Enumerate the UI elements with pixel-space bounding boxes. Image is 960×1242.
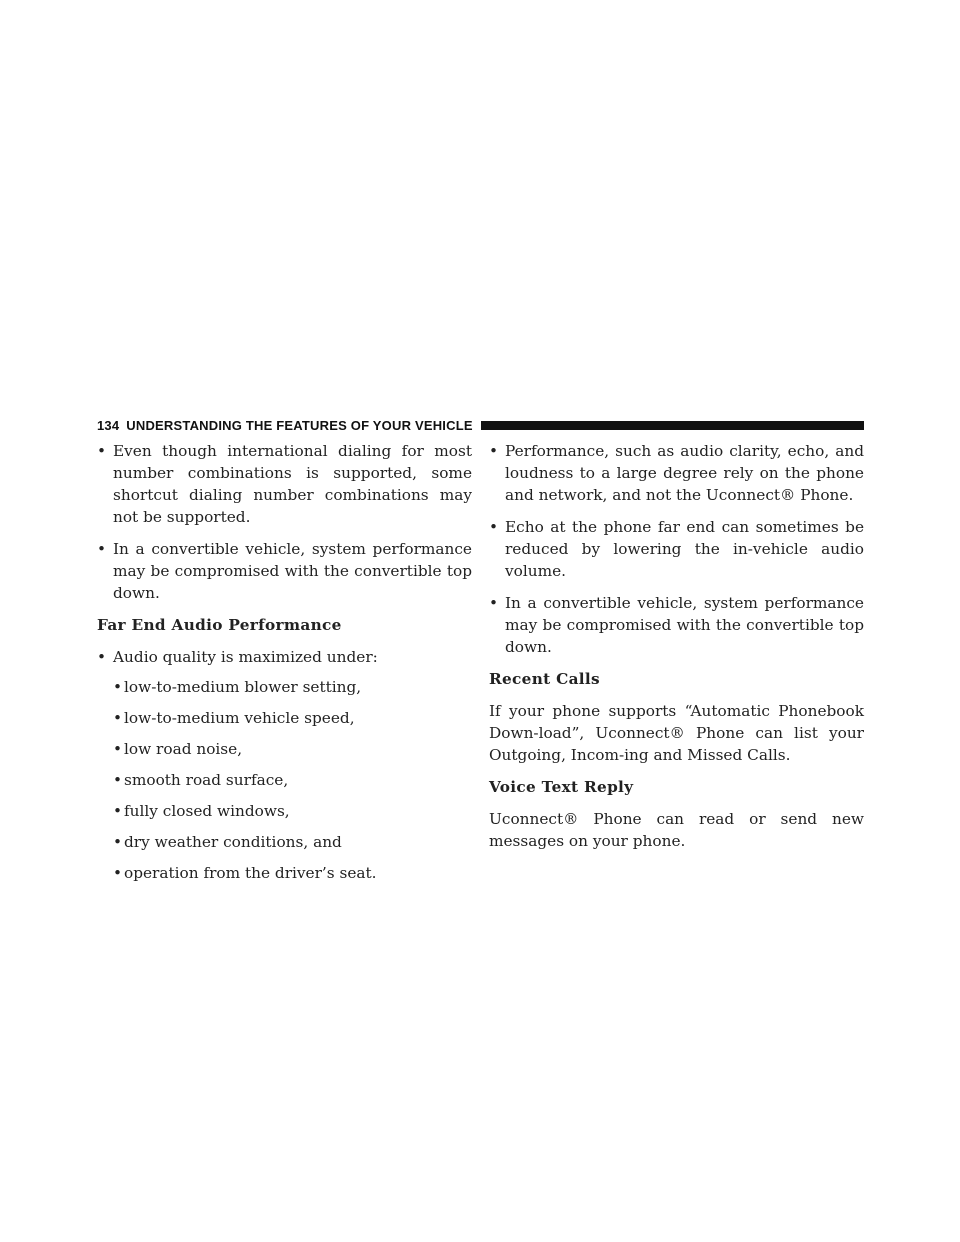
list-item: • low-to-medium vehicle speed,	[113, 709, 355, 727]
bullet-icon: •	[97, 540, 107, 558]
bullet-intl-dialing: • Even though international dialing for most number combinations is supported, some shortcut dialing number combinations may not be supported.	[97, 442, 472, 526]
list-item: • low-to-medium blower setting,	[113, 678, 362, 696]
bullet-icon: •	[113, 864, 123, 882]
list-item: • fully closed windows,	[113, 802, 290, 820]
heading-voice-text-reply: Voice Text Reply	[489, 778, 634, 796]
bullet-performance: • Performance, such as audio clarity, echo, and loudness to a large degree rely on the phone and network, and not the Uconnect® Phone.	[489, 442, 864, 504]
recent-calls-paragraph: If your phone supports “Automatic Phonebook Down-load”, Uconnect® Phone can list your Outgoing, Incom-ing and Missed Calls.	[489, 702, 864, 764]
bullet-audio-quality: • Audio quality is maximized under:	[97, 648, 378, 666]
bullet-icon: •	[97, 648, 107, 666]
bullet-convertible: • In a convertible vehicle, system performance may be compromised with the convertible top down.	[97, 540, 472, 602]
bullet-icon: •	[113, 771, 123, 789]
heading-recent-calls: Recent Calls	[489, 670, 600, 688]
bullet-icon: •	[113, 833, 123, 851]
page-header	[97, 414, 864, 436]
bullet-echo: • Echo at the phone far end can sometimes be reduced by lowering the in-vehicle audio volume.	[489, 518, 864, 580]
bullet-icon: •	[113, 678, 123, 696]
bullet-icon: •	[113, 740, 123, 758]
bullet-icon: •	[489, 442, 499, 460]
audio-conditions-list	[113, 676, 472, 884]
page-number: 134	[97, 417, 120, 433]
left-column	[97, 440, 472, 893]
list-item: • smooth road surface,	[113, 771, 289, 789]
bullet-icon: •	[489, 594, 499, 612]
list-item: • dry weather conditions, and	[113, 833, 342, 851]
bullet-icon: •	[113, 709, 123, 727]
bullet-icon: •	[489, 518, 499, 536]
bullet-convertible-right: • In a convertible vehicle, system performance may be compromised with the convertible top down.	[489, 594, 864, 656]
list-item: • operation from the driver’s seat.	[113, 864, 377, 882]
voice-text-paragraph: Uconnect® Phone can read or send new messages on your phone.	[489, 810, 864, 850]
bullet-icon: •	[97, 442, 107, 460]
right-column	[489, 440, 864, 862]
heading-far-end-audio: Far End Audio Performance	[97, 616, 342, 634]
bullet-icon: •	[113, 802, 123, 820]
header-rule	[481, 421, 864, 430]
list-item: • low road noise,	[113, 740, 243, 758]
section-title: UNDERSTANDING THE FEATURES OF YOUR VEHICLE	[126, 417, 473, 433]
